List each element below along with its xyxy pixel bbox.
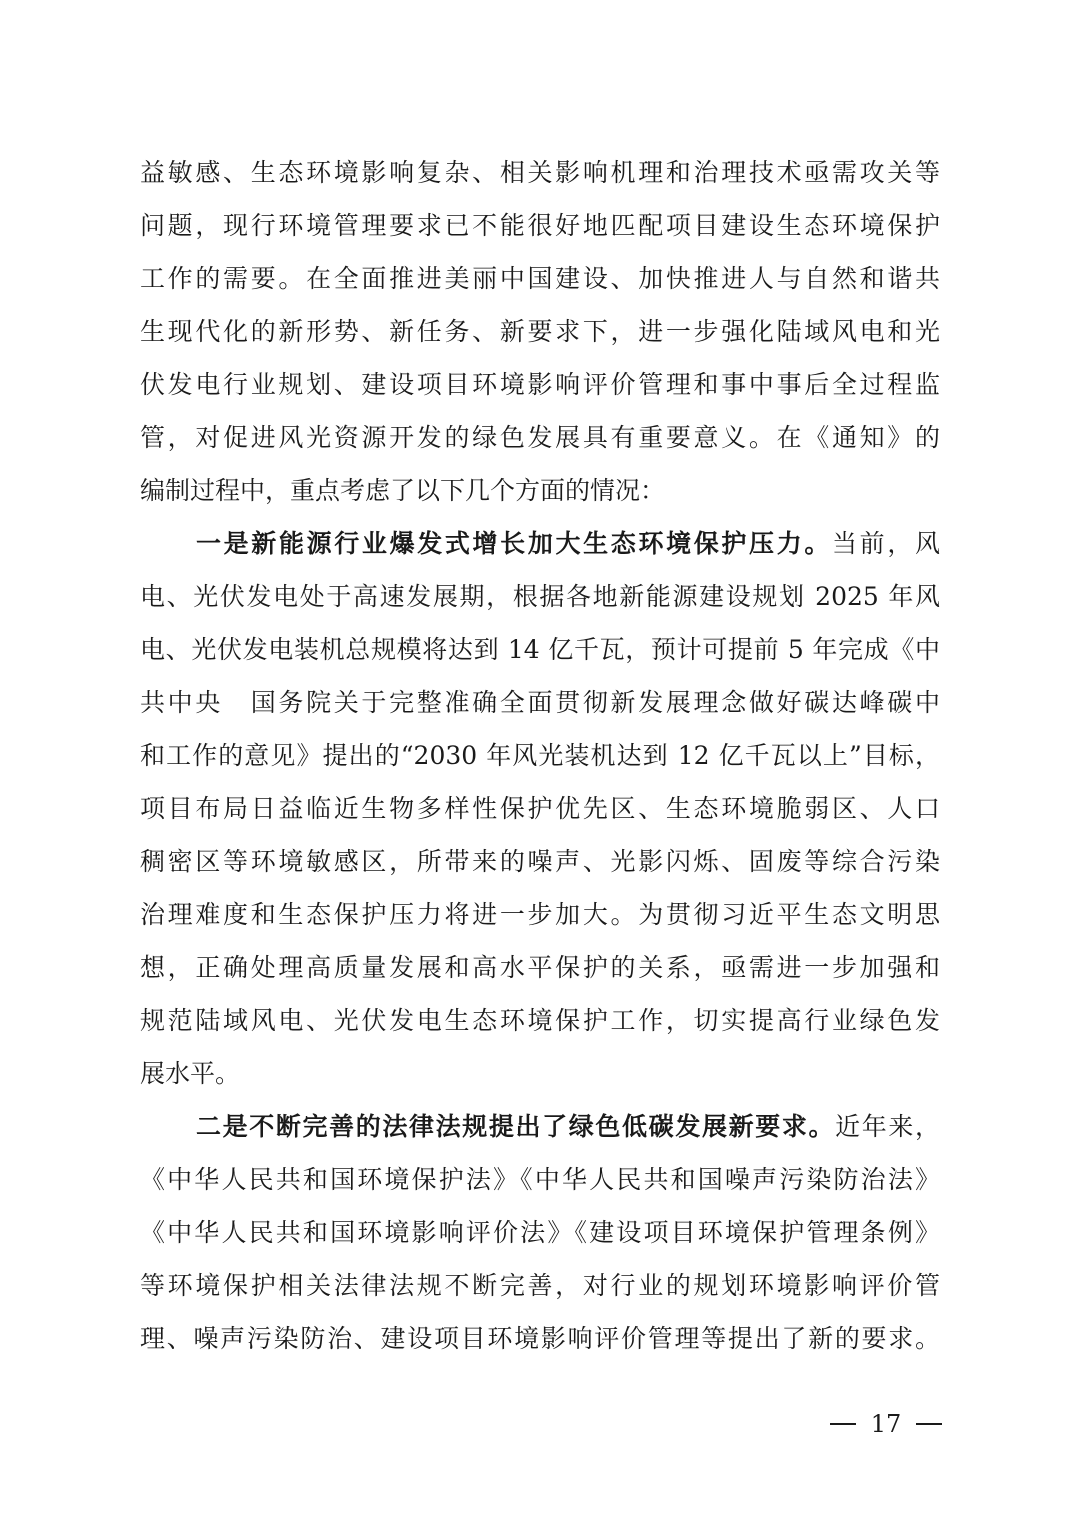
- paragraph: [140, 517, 940, 1100]
- line-text: 管，对促进风光资源开发的绿色发展具有重要意义。在《通知》的: [140, 423, 940, 452]
- page-footer: [830, 1410, 942, 1438]
- line-text: 编制过程中，重点考虑了以下几个方面的情况：: [140, 476, 666, 505]
- bold-lead-sentence: 二是不断完善的法律法规提出了绿色低碳发展新要求。: [196, 1112, 836, 1141]
- text-line: [140, 411, 940, 464]
- footer-dash-left: [830, 1423, 856, 1425]
- line-text: 展水平。: [140, 1059, 241, 1088]
- paragraph: [140, 1100, 940, 1365]
- text-line: [140, 729, 940, 782]
- line-text: 理、噪声污染防治、建设项目环境影响评价管理等提出了新的要求。: [140, 1324, 940, 1353]
- line-text: 想，正确处理高质量发展和高水平保护的关系，亟需进一步加强和: [140, 953, 940, 982]
- page-number: 17: [870, 1410, 902, 1438]
- line-text: 《中华人民共和国环境保护法》《中华人民共和国噪声污染防治法》: [140, 1165, 940, 1194]
- text-line: [140, 305, 940, 358]
- line-text: 治理难度和生态保护压力将进一步加大。为贯彻习近平生态文明思: [140, 900, 940, 929]
- line-text: 和工作的意见》提出的“2030 年风光装机达到 12 亿千瓦以上”目标，: [140, 741, 940, 770]
- line-text: 工作的需要。在全面推进美丽中国建设、加快推进人与自然和谐共: [140, 264, 940, 293]
- line-text: 电、光伏发电装机总规模将达到 14 亿千瓦，预计可提前 5 年完成《中: [140, 635, 940, 664]
- text-line: [140, 570, 940, 623]
- line-text: 稠密区等环境敏感区，所带来的噪声、光影闪烁、固废等综合污染: [140, 847, 940, 876]
- text-line: [140, 1047, 940, 1100]
- text-line: [140, 199, 940, 252]
- text-line: [140, 252, 940, 305]
- line-text: 规范陆域风电、光伏发电生态环境保护工作，切实提高行业绿色发: [140, 1006, 940, 1035]
- text-line: [140, 835, 940, 888]
- line-text: 伏发电行业规划、建设项目环境影响评价管理和事中事后全过程监: [140, 370, 940, 399]
- text-line: [140, 1153, 940, 1206]
- line-text: 共中央 国务院关于完整准确全面贯彻新发展理念做好碳达峰碳中: [140, 688, 940, 717]
- line-text: 近年来，: [835, 1112, 940, 1141]
- text-line: [140, 517, 940, 570]
- line-text: 《中华人民共和国环境影响评价法》《建设项目环境保护管理条例》: [140, 1218, 940, 1247]
- line-text: 当前，风: [832, 529, 940, 558]
- text-line: [140, 1206, 940, 1259]
- text-line: [140, 1259, 940, 1312]
- text-line: [140, 1312, 940, 1365]
- text-line: [140, 782, 940, 835]
- footer-dash-right: [916, 1423, 942, 1425]
- paragraph: [140, 146, 940, 517]
- text-line: [140, 994, 940, 1047]
- bold-lead-sentence: 一是新能源行业爆发式增长加大生态环境保护压力。: [196, 529, 833, 558]
- line-text: 生现代化的新形势、新任务、新要求下，进一步强化陆域风电和光: [140, 317, 940, 346]
- text-line: [140, 464, 940, 517]
- text-line: [140, 941, 940, 994]
- line-text: 等环境保护相关法律法规不断完善，对行业的规划环境影响评价管: [140, 1271, 940, 1300]
- text-line: [140, 146, 940, 199]
- text-line: [140, 358, 940, 411]
- line-text: 项目布局日益临近生物多样性保护优先区、生态环境脆弱区、人口: [140, 794, 940, 823]
- line-text: 问题，现行环境管理要求已不能很好地匹配项目建设生态环境保护: [140, 211, 940, 240]
- line-text: 电、光伏发电处于高速发展期，根据各地新能源建设规划 2025 年风: [140, 582, 940, 611]
- text-line: [140, 623, 940, 676]
- text-line: [140, 1100, 940, 1153]
- line-text: 益敏感、生态环境影响复杂、相关影响机理和治理技术亟需攻关等: [140, 158, 940, 187]
- document-body: [140, 146, 940, 1365]
- text-line: [140, 676, 940, 729]
- text-line: [140, 888, 940, 941]
